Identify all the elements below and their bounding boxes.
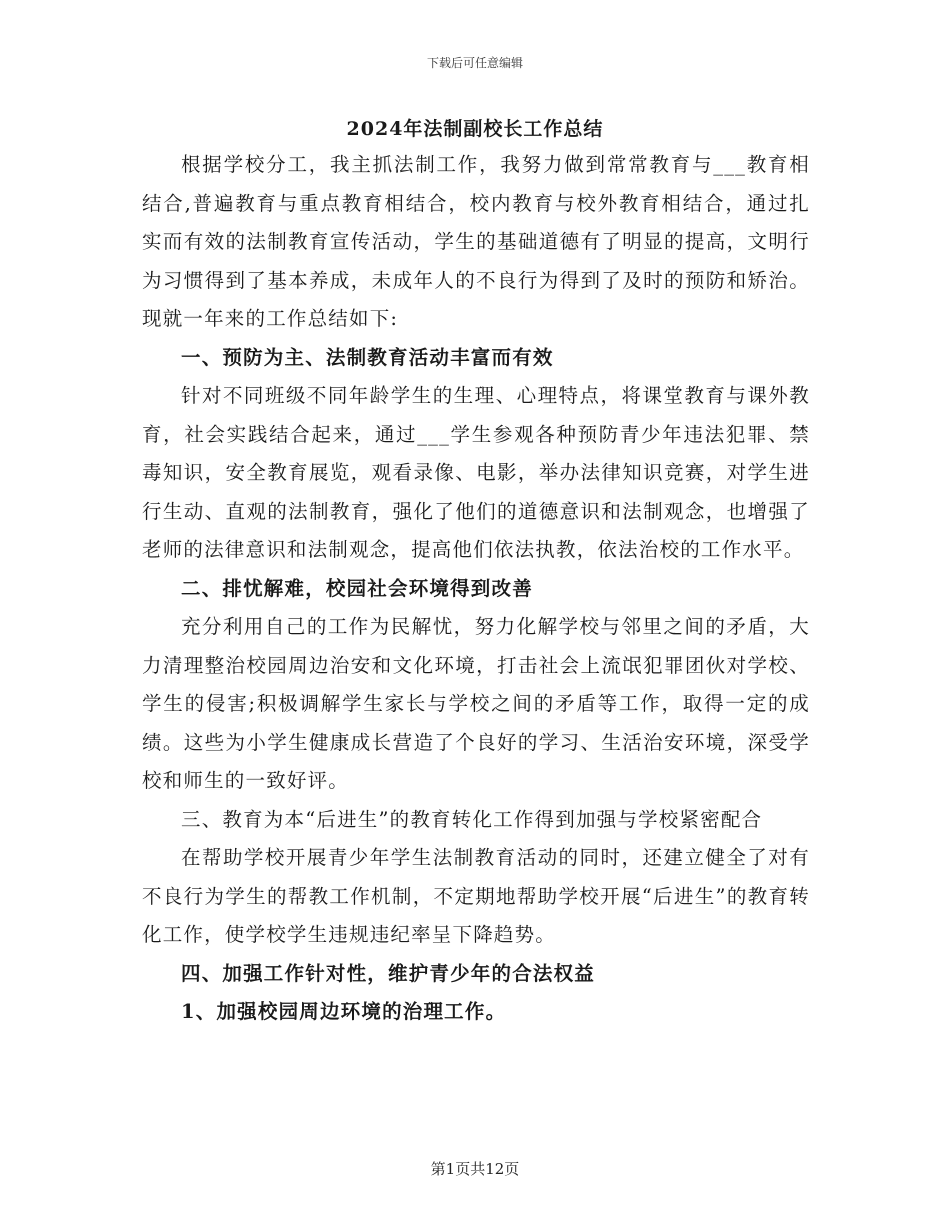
section-paragraph-1: 针对不同班级不同年龄学生的生理、心理特点，将课堂教育与课外教育，社会实践结合起来，通过___学生参观各种预防青少年违法犯罪、禁毒知识，安全教育展览，观看录像、电影，举办法律知识竞赛，对学生进行生动、直观的法制教育，强化了他们的道德意识和法制观念，也增强了老师的法律意识和法制观念，提高他们依法执教，依法治校的工作水平。 [142,384,810,561]
subsection-heading-1: 1、加强校园周边环境的治理工作。 [181,1000,507,1023]
document-body [142,146,810,1032]
section-heading-4: 四、加强工作针对性，维护青少年的合法权益 [181,961,596,985]
page-footer: 第1页共12页 [430,1160,520,1178]
document-title: 2024年法制副校长工作总结 [346,118,604,140]
section-paragraph-2: 充分利用自己的工作为民解忧，努力化解学校与邻里之间的矛盾，大力清理整治校园周边治安和文化环境，打击社会上流氓犯罪团伙对学校、学生的侵害;积极调解学生家长与学校之间的矛盾等工作，取得一定的成绩。这些为小学生健康成长营造了个良好的学习、生活治安环境，深受学校和师生的一致好评。 [142,615,810,792]
header-note: 下载后可任意编辑 [426,56,523,70]
section-heading-2: 二、排忧解难，校园社会环境得到改善 [181,576,533,600]
intro-paragraph: 根据学校分工，我主抓法制工作，我努力做到常常教育与___教育相结合,普遍教育与重点教育相结合，校内教育与校外教育相结合，通过扎实而有效的法制教育宣传活动，学生的基础道德有了明显的提高，文明行为习惯得到了基本养成，未成年人的不良行为得到了及时的预防和矫治。现就一年来的工作总结如下: [142,153,810,330]
section-paragraph-3: 在帮助学校开展青少年学生法制教育活动的同时，还建立健全了对有不良行为学生的帮教工作机制，不定期地帮助学校开展“后进生”的教育转化工作，使学校学生违规违纪率呈下降趋势。 [142,846,810,946]
section-heading-1: 一、预防为主、法制教育活动丰富而有效 [181,345,554,369]
section-heading-3: 三、教育为本“后进生”的教育转化工作得到加强与学校紧密配合 [181,807,763,831]
